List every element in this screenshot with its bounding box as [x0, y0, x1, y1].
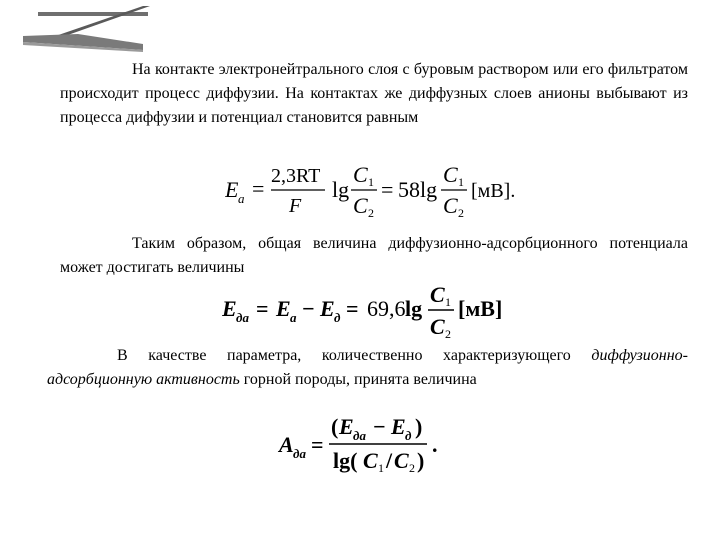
f2-lg: lg: [405, 296, 423, 321]
f3-num-e1: E: [339, 414, 354, 439]
f3-lhs: A: [279, 432, 294, 457]
f2-ed: E: [320, 296, 335, 321]
f3-equals: =: [311, 432, 324, 457]
formula-potential-eda: [222, 282, 512, 344]
f2-c1: C: [430, 282, 445, 307]
f2-minus: −: [302, 296, 315, 321]
paragraph-2-text: Таким образом, общая величина диффузионно-адсорбционного потенциала может достигать величины: [60, 235, 688, 276]
f3-lhs-sub: да: [293, 446, 306, 461]
f2-c2-sub: 2: [445, 327, 451, 341]
f3-den-c2-sub: 2: [409, 461, 415, 475]
f1-unit: [мВ].: [471, 180, 516, 202]
f3-minus: −: [373, 414, 386, 439]
f3-num-close: ): [415, 414, 423, 439]
f1-c2: C: [353, 193, 368, 218]
f2-value: 69,6: [367, 296, 406, 321]
f1-c1b-sub: 1: [458, 175, 464, 189]
f2-ed-sub: д: [334, 310, 341, 325]
f1-equals: =: [252, 176, 265, 201]
paragraph-3-start: В качестве параметра, количественно характеризующего: [117, 347, 571, 364]
f2-ea: E: [276, 296, 291, 321]
f1-coef-num: 2,3RT: [271, 165, 321, 187]
f1-lg: lg: [332, 177, 350, 202]
f1-lhs: E: [225, 177, 239, 202]
f1-c1-sub: 1: [368, 175, 374, 189]
f3-den-close: ): [417, 448, 425, 473]
formula-potential-ea: [225, 160, 525, 222]
f1-c1: C: [353, 162, 368, 187]
paragraph-1-text: На контакте электронейтрального слоя с буровым раствором или его фильтратом происходит процесс диффузии. На контактах же диффузных слоев анионы выбывают из процесса диффузии и потенциал становится равным: [60, 61, 688, 126]
f3-num-open: (: [331, 414, 339, 439]
f3-den-slash: /: [386, 448, 393, 473]
paragraph-1: [60, 58, 688, 130]
f1-c2b: C: [443, 193, 458, 218]
f1-lhs-sub: a: [238, 191, 245, 206]
f3-den-c2: C: [394, 448, 409, 473]
f1-c1b: C: [443, 162, 458, 187]
paragraph-3: [47, 344, 688, 392]
f2-ea-sub: a: [290, 310, 297, 325]
paragraph-3-italic: диффузионно-адсорбционную активность: [47, 347, 688, 388]
f1-c2-sub: 2: [368, 206, 374, 220]
f3-den-lg: lg(: [333, 448, 358, 473]
f1-c2b-sub: 2: [458, 206, 464, 220]
f1-equals-2: =: [381, 177, 394, 202]
f2-lhs-sub: да: [236, 310, 249, 325]
f2-c1-sub: 1: [445, 295, 451, 309]
f2-equals: =: [256, 296, 269, 321]
f2-c2: C: [430, 314, 445, 339]
f1-coef-den: F: [289, 195, 302, 217]
f2-lhs: E: [222, 296, 237, 321]
f3-num-e1-sub: да: [353, 428, 366, 443]
f2-equals-2: =: [346, 296, 359, 321]
f3-den-c1-sub: 1: [378, 461, 384, 475]
slide-logo-graphic: [18, 4, 153, 54]
f1-factor: 58lg: [398, 177, 438, 202]
f3-den-c1: C: [363, 448, 378, 473]
f3-num-e2-sub: д: [405, 428, 412, 443]
paragraph-2: [60, 232, 688, 280]
f3-end: .: [432, 432, 438, 457]
paragraph-3-end: горной породы, принята величина: [243, 371, 477, 388]
formula-activity-ada: [275, 412, 465, 480]
f2-unit: [мВ]: [458, 296, 503, 321]
f3-num-e2: E: [391, 414, 406, 439]
